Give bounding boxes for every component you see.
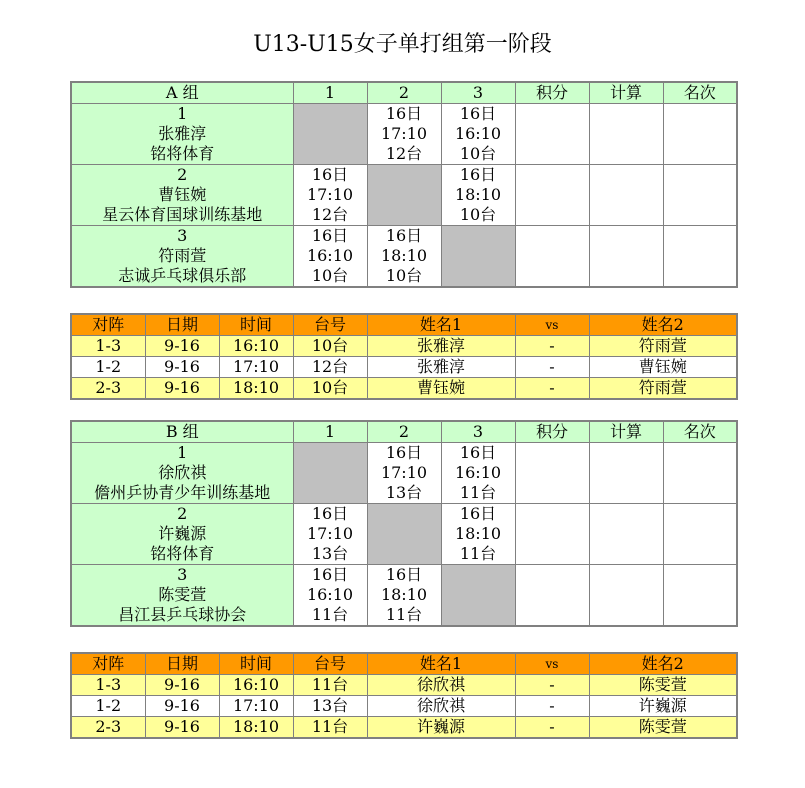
col-header-points: 积分 [515,82,589,104]
group-a-grid [70,81,738,288]
match-table: 11台 [459,483,497,502]
matchup: 2-3 [71,378,145,400]
match-cell [367,565,441,627]
points-cell [515,443,589,504]
col-header-rank: 名次 [663,421,737,443]
matchup: 1-3 [71,675,145,696]
match-day: 16日 [459,504,497,523]
match-day: 16日 [385,104,423,123]
match-time: 18:10 [380,246,428,265]
matchup: 1-3 [71,336,145,357]
schedule-row [71,378,737,400]
player2: 曹钰婉 [589,357,737,378]
match-cell [441,443,515,504]
vs-dash: - [515,717,589,739]
player-cell [71,443,293,504]
time: 18:10 [219,378,293,400]
date: 9-16 [145,696,219,717]
calc-cell [589,443,663,504]
match-day: 16日 [385,226,423,245]
match-day: 16日 [311,165,349,184]
table-no: 10台 [293,336,367,357]
match-cell [441,165,515,226]
points-cell [515,565,589,627]
player-number: 3 [177,226,188,245]
col-header-3: 3 [441,421,515,443]
player1: 徐欣祺 [367,675,515,696]
sched-header-table: 台号 [293,653,367,675]
group-a-schedule [70,313,738,400]
sched-header-name2: 姓名2 [589,314,737,336]
player-number: 3 [177,565,188,584]
player-cell [71,104,293,165]
player-name: 张雅淳 [158,124,207,143]
player-name: 符雨萱 [158,246,207,265]
match-table: 10台 [385,266,423,285]
sched-header-vs: vs [515,653,589,675]
player-club: 志诚乒乓球俱乐部 [118,266,247,285]
match-time: 17:10 [380,124,428,143]
table-no: 11台 [293,675,367,696]
vs-dash: - [515,357,589,378]
match-day: 16日 [311,504,349,523]
player-number: 2 [177,504,188,523]
schedule-row [71,717,737,739]
col-header-1: 1 [293,421,367,443]
sched-header-table: 台号 [293,314,367,336]
table-no: 10台 [293,378,367,400]
match-time: 17:10 [380,463,428,482]
group-label: B 组 [71,421,293,443]
time: 16:10 [219,336,293,357]
match-cell [293,565,367,627]
match-day: 16日 [459,443,497,462]
col-header-calc: 计算 [589,82,663,104]
self-cell [293,104,367,165]
match-cell [293,504,367,565]
player2: 陈雯萱 [589,675,737,696]
sched-header-time: 时间 [219,653,293,675]
group-b-grid [70,420,738,627]
player1: 许巍源 [367,717,515,739]
player-name: 许巍源 [158,524,207,543]
player1: 徐欣祺 [367,696,515,717]
match-time: 16:10 [454,124,502,143]
player-name: 陈雯萱 [158,585,207,604]
player1: 张雅淳 [367,357,515,378]
match-day: 16日 [459,104,497,123]
player-club: 星云体育国球训练基地 [102,205,263,224]
col-header-points: 积分 [515,421,589,443]
matchup: 1-2 [71,357,145,378]
player-cell [71,165,293,226]
self-cell [367,165,441,226]
col-header-rank: 名次 [663,82,737,104]
match-table: 13台 [385,483,423,502]
match-day: 16日 [311,565,349,584]
match-time: 17:10 [306,185,354,204]
table-no: 11台 [293,717,367,739]
self-cell [441,565,515,627]
rank-cell [663,565,737,627]
match-day: 16日 [385,565,423,584]
date: 9-16 [145,357,219,378]
sched-header-date: 日期 [145,653,219,675]
col-header-calc: 计算 [589,421,663,443]
match-cell [367,104,441,165]
points-cell [515,226,589,288]
match-cell [293,165,367,226]
calc-cell [589,226,663,288]
vs-dash: - [515,336,589,357]
matchup: 2-3 [71,717,145,739]
player-cell [71,226,293,288]
rank-cell [663,443,737,504]
match-day: 16日 [311,226,349,245]
player2: 符雨萱 [589,336,737,357]
table-no: 13台 [293,696,367,717]
match-table: 10台 [459,205,497,224]
date: 9-16 [145,717,219,739]
points-cell [515,165,589,226]
col-header-2: 2 [367,82,441,104]
match-time: 18:10 [454,185,502,204]
player-cell [71,565,293,627]
vs-dash: - [515,696,589,717]
player2: 符雨萱 [589,378,737,400]
player-number: 1 [177,104,188,123]
match-table: 11台 [385,605,423,624]
matchup: 1-2 [71,696,145,717]
self-cell [441,226,515,288]
player-number: 1 [177,443,188,462]
match-time: 16:10 [454,463,502,482]
rank-cell [663,165,737,226]
self-cell [293,443,367,504]
player-club: 铭将体育 [150,544,215,563]
calc-cell [589,104,663,165]
player-club: 铭将体育 [150,144,215,163]
player2: 陈雯萱 [589,717,737,739]
match-table: 10台 [459,144,497,163]
date: 9-16 [145,378,219,400]
schedule-row [71,675,737,696]
player1: 张雅淳 [367,336,515,357]
col-header-2: 2 [367,421,441,443]
match-table: 13台 [311,544,349,563]
calc-cell [589,565,663,627]
player-number: 2 [177,165,188,184]
sched-header-vs: vs [515,314,589,336]
match-cell [367,443,441,504]
player1: 曹钰婉 [367,378,515,400]
sched-header-name1: 姓名1 [367,653,515,675]
points-cell [515,104,589,165]
rank-cell [663,504,737,565]
match-day: 16日 [385,443,423,462]
sched-header-time: 时间 [219,314,293,336]
group-label: A 组 [71,82,293,104]
self-cell [367,504,441,565]
schedule-row [71,336,737,357]
match-day: 16日 [459,165,497,184]
player-name: 曹钰婉 [158,185,207,204]
group-b-schedule [70,652,738,739]
vs-dash: - [515,378,589,400]
match-cell [367,226,441,288]
match-cell [293,226,367,288]
sched-header-name2: 姓名2 [589,653,737,675]
calc-cell [589,165,663,226]
schedule-row [71,696,737,717]
match-table: 11台 [459,544,497,563]
match-cell [441,504,515,565]
schedule-row [71,357,737,378]
player-name: 徐欣祺 [158,463,207,482]
match-table: 12台 [385,144,423,163]
player-club: 儋州乒协青少年训练基地 [94,483,271,502]
match-time: 17:10 [306,524,354,543]
match-table: 10台 [311,266,349,285]
player-cell [71,504,293,565]
player2: 许巍源 [589,696,737,717]
table-no: 12台 [293,357,367,378]
time: 18:10 [219,717,293,739]
match-time: 18:10 [454,524,502,543]
time: 16:10 [219,675,293,696]
rank-cell [663,226,737,288]
sched-header-matchup: 对阵 [71,314,145,336]
calc-cell [589,504,663,565]
page-title: U13-U15女子单打组第一阶段 [253,32,552,57]
player-club: 昌江县乒乓球协会 [118,605,247,624]
sched-header-date: 日期 [145,314,219,336]
points-cell [515,504,589,565]
col-header-3: 3 [441,82,515,104]
match-time: 18:10 [380,585,428,604]
rank-cell [663,104,737,165]
time: 17:10 [219,357,293,378]
col-header-1: 1 [293,82,367,104]
match-cell [441,104,515,165]
date: 9-16 [145,336,219,357]
match-time: 16:10 [306,246,354,265]
time: 17:10 [219,696,293,717]
sched-header-matchup: 对阵 [71,653,145,675]
vs-dash: - [515,675,589,696]
sched-header-name1: 姓名1 [367,314,515,336]
match-table: 11台 [311,605,349,624]
date: 9-16 [145,675,219,696]
match-time: 16:10 [306,585,354,604]
match-table: 12台 [311,205,349,224]
